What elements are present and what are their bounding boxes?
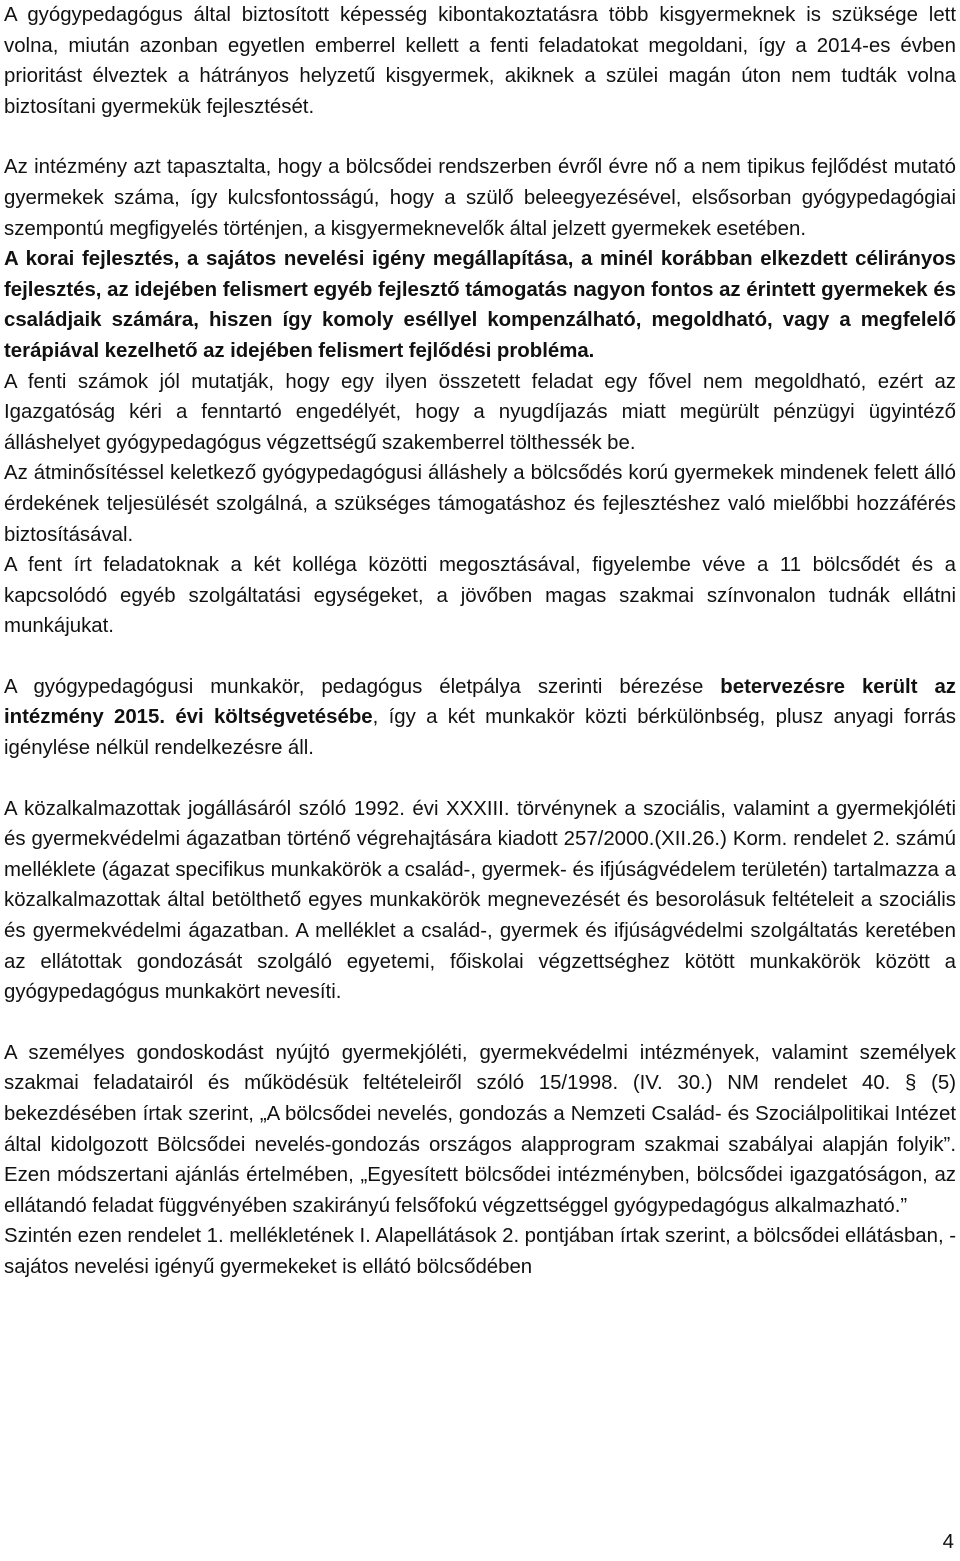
paragraph-budget bbox=[4, 672, 956, 764]
document-page bbox=[4, 0, 956, 1283]
paragraph-task-sharing: A fent írt feladatoknak a két kolléga közötti megosztásával, figyelembe véve a 11 bölcsődét és a kapcsolódó egyéb szolgáltatási egységeket, a jövőben magas szakmai színvonalon tudnák ellátni munkájukat. bbox=[4, 554, 956, 638]
paragraph-nm-regulation: A személyes gondoskodást nyújtó gyermekjóléti, gyermekvédelmi intézmények, valamint személyek szakmai feladatairól és működésük feltételeiről szóló 15/1998. (IV. 30.) NM rendelet 40. § (5) bekezdésében írtak szerint, „A bölcsődei nevelés, gondozás a Nemzeti Család- és Szociálpolitikai Intézet által kidolgozott Bölcsődei nevelés-gondozás országos alapprogram szakmai szabályai alapján folyik”. Ezen módszertani ajánlás értelmében, „Egyesített bölcsődei intézményben, bölcsődei igazgatóságon, az ellátandó feladat függvényében szakirányú felsőfokú végzettséggel gyógypedagógus alkalmazható.” bbox=[4, 1041, 956, 1217]
budget-text-start: A gyógypedagógusi munkakör, pedagógus életpálya szerinti bérezése bbox=[4, 675, 721, 698]
paragraph-legal-basis: A közalkalmazottak jogállásáról szóló 1992. évi XXXIII. törvénynek a szociális, valamint a gyermekjóléti és gyermekvédelmi ágazatban történő végrehajtására kiadott 257/2000.(XII.26.) Korm. rendelet 2. számú melléklete (ágazat specifikus munkakörök a család-, gyermek- és ifjúságvédelem területén) tartalmazza a közalkalmazottak által betölthető egyes munkakörök megnevezését és besorolásuk feltételeit a szociális és gyermekvédelmi ágazatban. A melléklet a család-, gyermek és ifjúságvédelmi szolgáltatás keretében az ellátottak gondozását szolgáló egyetemi, főiskolai végzettséghez kötött munkakörök között a gyógypedagógus munkakört nevesíti. bbox=[4, 797, 956, 1004]
paragraph-spacer bbox=[4, 1008, 956, 1038]
paragraph-spacer bbox=[4, 642, 956, 672]
paragraph-gyogypedagogus-priority: A gyógypedagógus által biztosított képesség kibontakoztatásra több kisgyermeknek is szüksége lett volna, miután azonban egyetlen emberrel kellett a fenti feladatokat megoldani, így a 2014-es évben prioritást élveztek a hátrányos helyzetű kisgyermek, akiknek a szülei magán úton nem tudták volna biztosítani gyermekük fejlesztését. bbox=[4, 4, 956, 118]
budget-text-end: , így a két munkakör közti bérkülönbség, plusz anyagi forrás igénylése nélkül rendelkezésre áll. bbox=[4, 706, 956, 760]
paragraph-early-development-bold: A korai fejlesztés, a sajátos nevelési igény megállapítása, a minél korábban elkezdett célirányos fejlesztés, az idejében felismert egyéb fejlesztő támogatás nagyon fontos az érintett gyermekek és családjaik számára, hiszen így komoly eséllyel kompenzálható, megoldható, vagy a megfelelő terápiával kezelhető az idejében felismert fejlődési probléma. bbox=[4, 248, 956, 362]
page-number: 4 bbox=[942, 1531, 954, 1553]
paragraph-spacer bbox=[4, 764, 956, 794]
paragraph-spacer bbox=[4, 122, 956, 152]
paragraph-staffing-request: A fenti számok jól mutatják, hogy egy ilyen összetett feladat egy fővel nem megoldható, ezért az Igazgatóság kéri a fenntartó engedélyét, hogy a nyugdíjazás miatt megürült pénzügyi ügyintéző álláshelyet gyógypedagógus végzettségű szakemberrel tölthessék be. bbox=[4, 370, 956, 454]
paragraph-institution-experience: Az intézmény azt tapasztalta, hogy a bölcsődei rendszerben évről évre nő a nem tipikus fejlődést mutató gyermekek száma, így kulcsfontosságú, hogy a szülő beleegyezésével, elsősorban gyógypedagógiai szempontú megfigyelés történjen, a kisgyermeknevelők által jelzett gyermekek esetében. bbox=[4, 156, 956, 240]
paragraph-reclassification: Az átminősítéssel keletkező gyógypedagógusi álláshely a bölcsődés korú gyermekek mindenek felett álló érdekének teljesülését szolgálná, a szükséges támogatáshoz és fejlesztéshez való mielőbbi hozzáférés biztosításával. bbox=[4, 462, 956, 546]
paragraph-annex-reference: Szintén ezen rendelet 1. mellékletének I. Alapellátások 2. pontjában írtak szerint, a bölcsődei ellátásban, - sajátos nevelési igényű gyermekeket is ellátó bölcsődében bbox=[4, 1225, 956, 1278]
budget-text-bold: betervezésre került az intézmény 2015. évi költségvetésébe bbox=[4, 675, 956, 729]
